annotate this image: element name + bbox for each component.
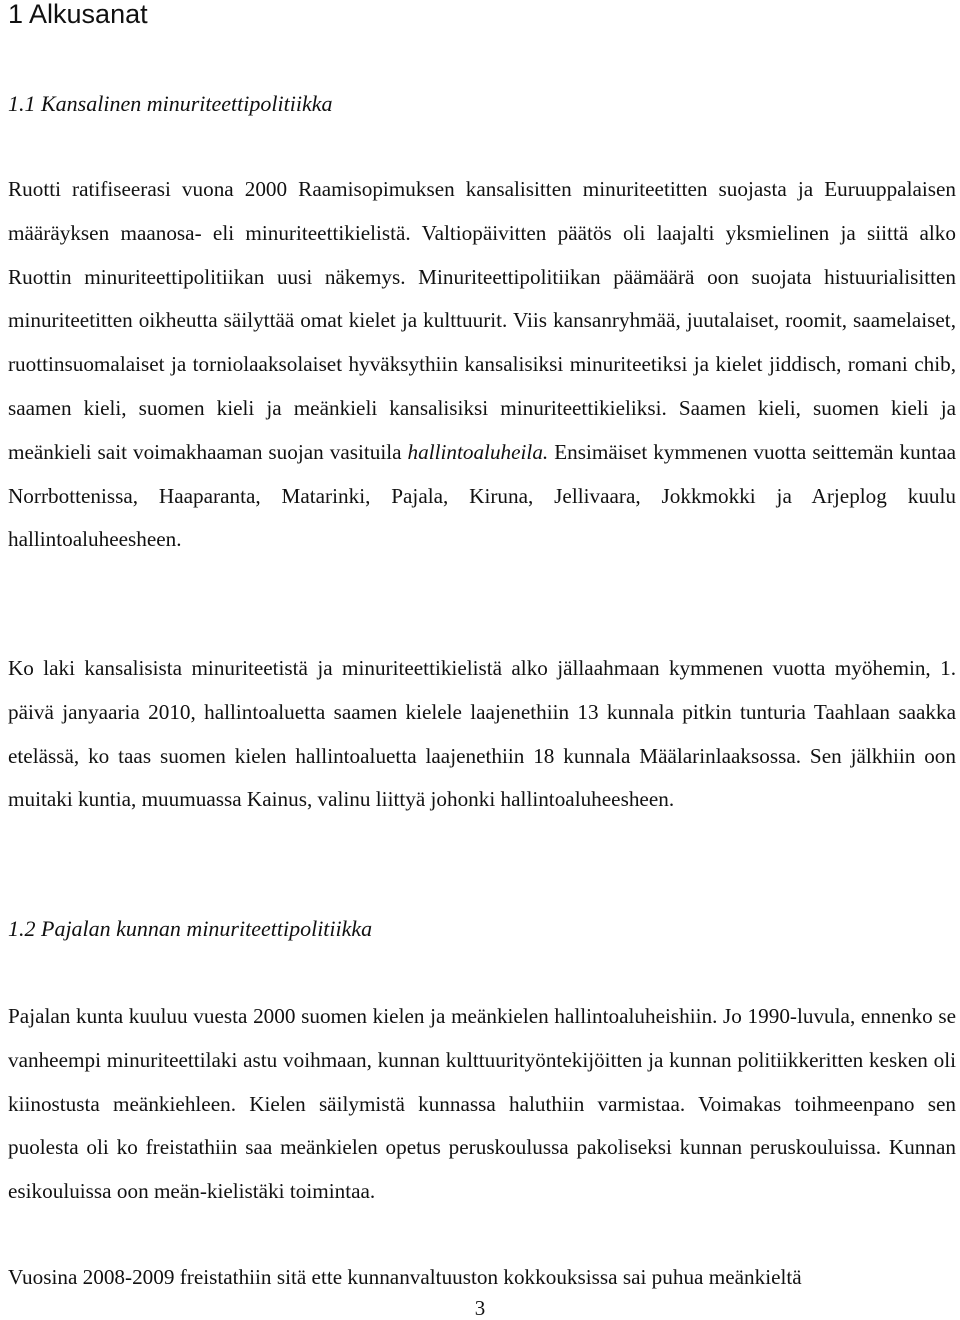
paragraph-text: Ruotti ratifiseerasi vuona 2000 Raamisopimuksen kansalisitten minuriteetitten suojasta ja Euruuppalaisen määräyksen maanosa- eli minuriteettikielistä. Valtiopäivitten päätös oli laajalti yksmielinen ja siittä alko Ruottin minuriteettipolitiikan uusi näkemys. Minuriteettipolitiikan päämäärä oon suojata histuurialisitten minuriteetitten oikheutta säilyttää omat kielet ja kulttuurit. Viis kansanryhmää, juutalaiset, roomit, saamelaiset, ruottinsuomalaiset ja torniolaaksolaiset hyväksythiin kansalisiksi minuriteetiksi ja kielet jiddisch, romani chib, saamen kieli, suomen kieli ja meänkieli kansalisiksi minuriteettikieliksi. Saamen kieli, suomen kieli ja meänkieli sait voimakhaaman suojan vasituila — [8, 177, 956, 464]
italic-term: hallintoaluheila. — [407, 439, 549, 464]
paragraph: Vuosina 2008-2009 freistathiin sitä ette kunnanvaltuuston kokkouksissa sai puhua meänkieltä — [8, 1265, 802, 1289]
section-heading-1-1: 1.1 Kansalinen minuriteettipolitiikka — [8, 91, 333, 116]
chapter-heading: 1 Alkusanat — [8, 0, 148, 29]
paragraph — [8, 168, 956, 562]
paragraph: Pajalan kunta kuuluu vuesta 2000 suomen kielen ja meänkielen hallintoaluheishiin. Jo 1990-luvula, ennenko se vanheempi minuriteettilaki astu voihmaan, kunnan kulttuurityöntekijöitten ja kunnan politiikkeritten kesken oli kiinostusta meänkiehleen. Kielen säilymistä kunnassa haluthiin varmistaa. Voimakas toihmeenpano sen puolesta oli ko freistathiin saa meänkielen opetus peruskoulussa pakoliseksi kunnan peruskouluissa. Kunnan esikouluissa oon meän-kielistäki toimintaa. — [8, 1004, 956, 1204]
page-number: 3 — [474, 1296, 486, 1320]
section-heading-1-2: 1.2 Pajalan kunnan minuriteettipolitiikka — [8, 916, 373, 941]
paragraph: Ko laki kansalisista minuriteetistä ja minuriteettikielistä alko jällaahmaan kymmenen vuotta myöhemin, 1. päivä janyaaria 2010, hallintoaluetta saamen kielele laajenethiin 13 kunnala pitkin tunturia Taahlaan saakka etelässä, ko taas suomen kielen hallintoaluetta laajenethiin 18 kunnala Määlarinlaaksossa. Sen jälkhiin oon muitaki kuntia, muumuassa Kainus, valinu liittyä johonki hallintoaluheesheen. — [8, 656, 956, 812]
paragraph-text: Ensimäiset kymmenen vuotta seittemän kuntaa Norrbottenissa, Haaparanta, Matarinki, Pajala, Kiruna, Jellivaara, Jokkmokki ja Arjeplog kuulu hallintoaluheesheen. — [8, 439, 957, 552]
